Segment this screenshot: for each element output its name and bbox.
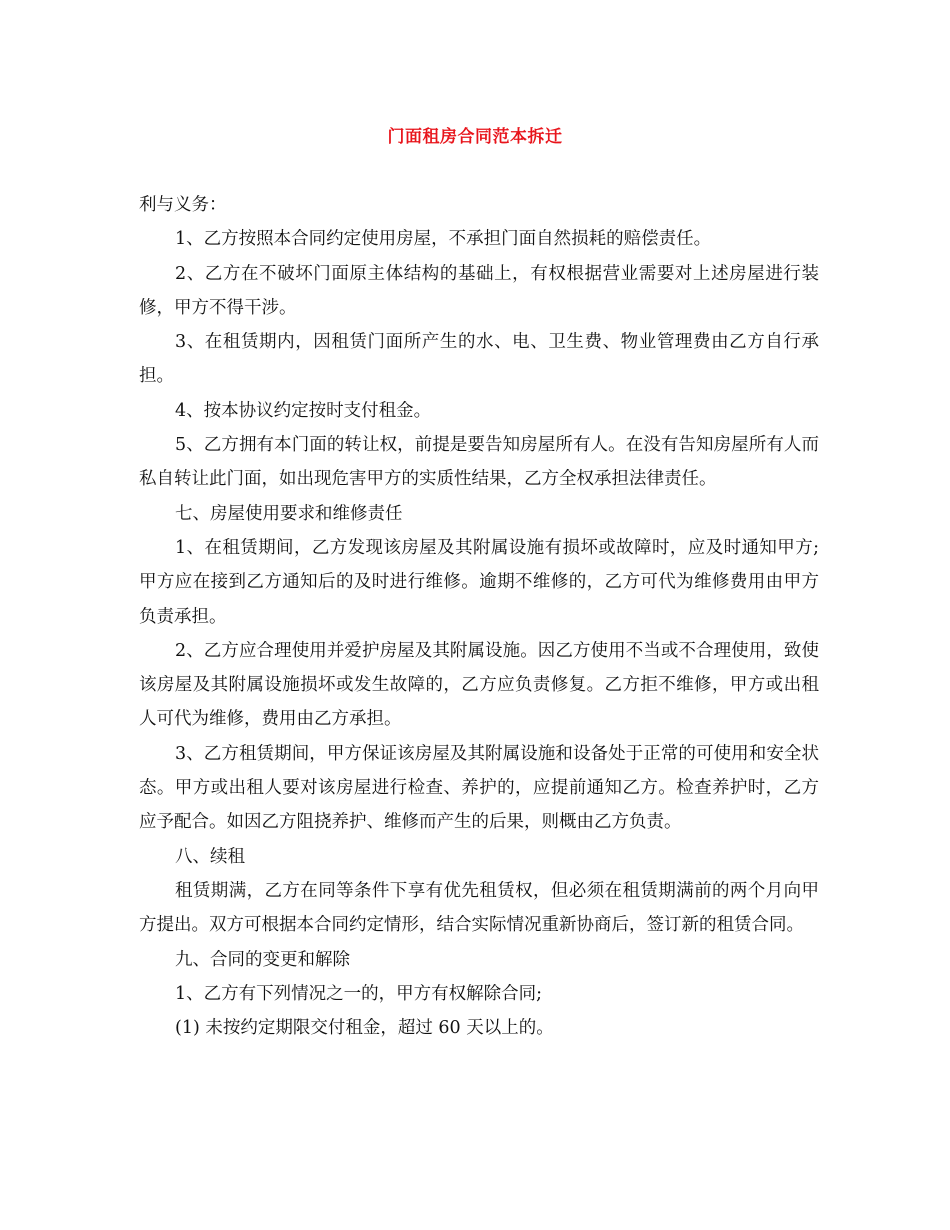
- paragraph-section7-clause-1: 1、在租赁期间，乙方发现该房屋及其附属设施有损坏或故障时，应及时通知甲方;甲方应在接到乙方通知后的及时进行维修。逾期不维修的，乙方可代为维修费用由甲方负责承担。: [139, 537, 819, 627]
- paragraph-clause-4: 4、按本协议约定按时支付租金。: [175, 400, 432, 421]
- paragraph-clause-5: 5、乙方拥有本门面的转让权，前提是要告知房屋所有人。在没有告知房屋所有人而私自转让此门面，如出现危害甲方的实质性结果，乙方全权承担法律责任。: [139, 435, 819, 490]
- paragraph-section9-item-1: (1) 未按约定期限交付租金，超过 60 天以上的。: [175, 1018, 554, 1039]
- paragraph-section9-clause-1: 1、乙方有下列情况之一的，甲方有权解除合同;: [175, 983, 543, 1004]
- paragraph-section7-clause-3: 3、乙方租赁期间，甲方保证该房屋及其附属设施和设备处于正常的可使用和安全状态。甲方或出租人要对该房屋进行检查、养护的，应提前通知乙方。检查养护时，乙方应予配合。如因乙方阻挠养护、维修而产生的后果，则概由乙方负责。: [139, 743, 819, 833]
- document-body: [139, 188, 819, 1045]
- section-heading-8: 八、续租: [175, 846, 245, 867]
- paragraph-rights-obligations: 利与义务：: [139, 195, 227, 215]
- paragraph-section7-clause-2: 2、乙方应合理使用并爱护房屋及其附属设施。因乙方使用不当或不合理使用，致使该房屋及其附属设施损坏或发生故障的，乙方应负责修复。乙方拒不维修，甲方或出租人可代为维修，费用由乙方承担。: [139, 640, 819, 730]
- paragraph-renewal: 租赁期满，乙方在同等条件下享有优先租赁权，但必须在租赁期满前的两个月向甲方提出。双方可根据本合同约定情形，结合实际情况重新协商后，签订新的租赁合同。: [139, 880, 819, 936]
- paragraph-clause-1: 1、乙方按照本合同约定使用房屋，不承担门面自然损耗的赔偿责任。: [175, 229, 712, 250]
- section-heading-7: 七、房屋使用要求和维修责任: [175, 503, 403, 524]
- document-title: 门面租房合同范本拆迁: [387, 127, 563, 147]
- paragraph-clause-3: 3、在租赁期内，因租赁门面所产生的水、电、卫生费、物业管理费由乙方自行承担。: [139, 332, 819, 387]
- section-heading-9: 九、合同的变更和解除: [175, 949, 350, 970]
- paragraph-clause-2: 2、乙方在不破坏门面原主体结构的基础上，有权根据营业需要对上述房屋进行装修，甲方不得干涉。: [139, 263, 819, 318]
